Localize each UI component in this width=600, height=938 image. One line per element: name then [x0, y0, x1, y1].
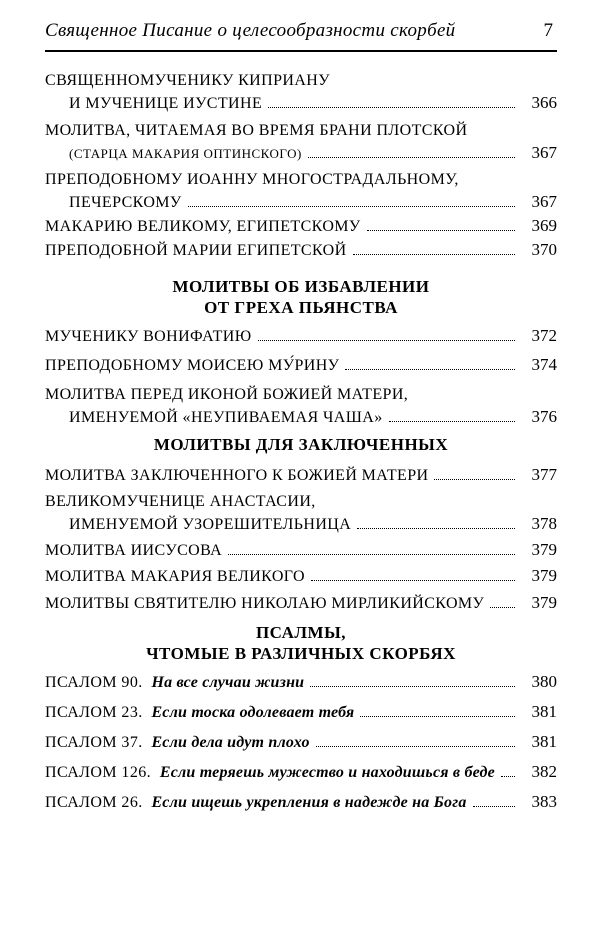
- toc-page-number: 379: [531, 540, 557, 559]
- toc-entry-title: И МУЧЕНИЦЕ ИУСТИНЕ: [69, 95, 263, 112]
- leader-dots: [308, 157, 515, 158]
- header-rule: [45, 50, 557, 52]
- psalm-label: [45, 793, 467, 813]
- toc-entry-row: [45, 407, 557, 429]
- toc-entry-row: [45, 762, 557, 784]
- psalm-number: ПСАЛОМ 126.: [45, 764, 152, 781]
- leader-dots: [389, 421, 515, 422]
- leader-dots: [345, 369, 515, 370]
- toc-page-number: 374: [531, 355, 557, 374]
- toc-entry: [45, 465, 557, 487]
- toc-page-number: 381: [531, 732, 557, 751]
- toc-entry-title: МОЛИТВЫ СВЯТИТЕЛЮ НИКОЛАЮ МИРЛИКИЙСКОМУ: [45, 595, 485, 612]
- toc-page-number: 379: [531, 593, 557, 612]
- leader-dots: [268, 107, 515, 108]
- toc-page-number: 366: [531, 93, 557, 112]
- toc-entry-line: ВЕЛИКОМУЧЕНИЦЕ АНАСТАСИИ,: [45, 493, 316, 510]
- toc-page-number: 370: [531, 240, 557, 259]
- toc-entry-title: ПЕЧЕРСКОМУ: [69, 194, 182, 211]
- leader-dots: [367, 230, 515, 231]
- toc-entry: [45, 170, 557, 214]
- toc-page-number: 376: [531, 407, 557, 426]
- toc-entry-row: [45, 93, 557, 115]
- running-header: [45, 18, 557, 46]
- toc-page-number: 380: [531, 672, 557, 691]
- toc-entry-row: [45, 514, 557, 536]
- toc-entry-title: МОЛИТВА ИИСУСОВА: [45, 542, 223, 559]
- toc-entry-row: [45, 792, 557, 814]
- toc-entry: [45, 385, 557, 429]
- psalm-entry: [45, 672, 557, 694]
- leader-dots: [228, 554, 515, 555]
- section-heading-line: ПСАЛМЫ,: [255, 623, 347, 642]
- psalm-label: [45, 733, 310, 753]
- toc-entry: [45, 566, 557, 588]
- psalm-title: На все случаи жизни: [151, 674, 305, 691]
- leader-dots: [311, 580, 515, 581]
- leader-dots: [310, 686, 515, 687]
- toc-entry-line: ПРЕПОДОБНОМУ ИОАННУ МНОГОСТРАДАЛЬНОМУ,: [45, 171, 459, 188]
- psalm-title: Если тоска одолевает тебя: [151, 704, 355, 721]
- toc-entry-title: МОЛИТВА ЗАКЛЮЧЕННОГО К БОЖИЕЙ МАТЕРИ: [45, 467, 429, 484]
- psalm-number: ПСАЛОМ 26.: [45, 794, 143, 811]
- psalm-title: Если ищешь укрепления в надежде на Бога: [151, 794, 467, 811]
- toc-entry-row: [45, 732, 557, 754]
- toc-entry-title: МУЧЕНИКУ ВОНИФАТИЮ: [45, 328, 252, 345]
- section-heading-line: ЧТОМЫЕ В РАЗЛИЧНЫХ СКОРБЯХ: [146, 644, 456, 663]
- section-heading: [45, 622, 557, 664]
- section-heading-line: ОТ ГРЕХА ПЬЯНСТВА: [204, 298, 398, 317]
- toc-page-number: 369: [531, 216, 557, 235]
- toc-entry-row: [45, 240, 557, 262]
- psalm-number: ПСАЛОМ 90.: [45, 674, 143, 691]
- toc-entry: [45, 240, 557, 262]
- psalm-label: [45, 763, 495, 783]
- psalm-entry: [45, 792, 557, 814]
- toc-page-number: 379: [531, 566, 557, 585]
- psalm-entry: [45, 762, 557, 784]
- toc-entry-line: СВЯЩЕННОМУЧЕНИКУ КИПРИАНУ: [45, 72, 330, 89]
- toc-entry-row: [45, 192, 557, 214]
- psalm-title: Если теряешь мужество и находишься в беде: [159, 764, 495, 781]
- toc-page-number: 382: [531, 762, 557, 781]
- leader-dots: [188, 206, 515, 207]
- toc-entry-row: [45, 702, 557, 724]
- psalm-title: Если дела идут плохо: [151, 734, 310, 751]
- toc-page-number: 367: [531, 192, 557, 211]
- toc-entry-row: [45, 593, 557, 615]
- toc-entry: [45, 355, 557, 377]
- toc-entry-row: [45, 216, 557, 238]
- toc-entry: [45, 593, 557, 615]
- toc-page-number: 372: [531, 326, 557, 345]
- toc-entry-row: [45, 672, 557, 694]
- toc-entry-row: [45, 355, 557, 377]
- leader-dots: [258, 340, 515, 341]
- toc-entry-row: [45, 465, 557, 487]
- psalm-number: ПСАЛОМ 23.: [45, 704, 143, 721]
- leader-dots: [353, 254, 515, 255]
- leader-dots: [316, 746, 515, 747]
- section-heading-line: МОЛИТВЫ ДЛЯ ЗАКЛЮЧЕННЫХ: [153, 435, 449, 454]
- leader-dots: [473, 806, 515, 807]
- toc-page-number: 381: [531, 702, 557, 721]
- toc-entry-title: ПРЕПОДОБНОЙ МАРИИ ЕГИПЕТСКОЙ: [45, 242, 347, 259]
- leader-dots: [490, 607, 515, 608]
- toc-entry-title: ИМЕНУЕМОЙ «НЕУПИВАЕМАЯ ЧАША»: [69, 409, 383, 426]
- psalm-number: ПСАЛОМ 37.: [45, 734, 143, 751]
- toc-entry-row: [45, 326, 557, 348]
- toc-entry: [45, 540, 557, 562]
- toc-page-number: 383: [531, 792, 557, 811]
- toc-entry-title: МАКАРИЮ ВЕЛИКОМУ, ЕГИПЕТСКОМУ: [45, 218, 361, 235]
- section-heading: [45, 434, 557, 455]
- toc-entry-row: [45, 540, 557, 562]
- toc-entry-row: [45, 566, 557, 588]
- section-heading: [45, 276, 557, 318]
- toc-entry-line: МОЛИТВА, ЧИТАЕМАЯ ВО ВРЕМЯ БРАНИ ПЛОТСКОЙ: [45, 122, 468, 139]
- toc-entry-title: (СТАРЦА МАКАРИЯ ОПТИНСКОГО): [69, 146, 302, 161]
- toc-entry: [45, 216, 557, 238]
- leader-dots: [360, 716, 515, 717]
- toc-entry-title: ПРЕПОДОБНОМУ МОИСЕЮ МУ́РИНУ: [45, 357, 340, 374]
- psalm-entry: [45, 732, 557, 754]
- toc-entry: [45, 71, 557, 115]
- running-title: Священное Писание о целесообразности скорбей: [45, 20, 456, 41]
- toc-entry-row: [45, 143, 557, 165]
- psalm-label: [45, 673, 304, 693]
- leader-dots: [434, 479, 515, 480]
- psalm-label: [45, 703, 354, 723]
- toc-entry: [45, 492, 557, 536]
- toc-entry-title: МОЛИТВА МАКАРИЯ ВЕЛИКОГО: [45, 568, 305, 585]
- leader-dots: [501, 776, 515, 777]
- toc-entry-title: ИМЕНУЕМОЙ УЗОРЕШИТЕЛЬНИЦА: [69, 516, 352, 533]
- psalm-entry: [45, 702, 557, 724]
- toc-entry: [45, 121, 557, 165]
- toc-page-number: 367: [531, 143, 557, 162]
- toc-page-number: 378: [531, 514, 557, 533]
- leader-dots: [357, 528, 515, 529]
- section-heading-line: МОЛИТВЫ ОБ ИЗБАВЛЕНИИ: [172, 277, 430, 296]
- toc-entry: [45, 326, 557, 348]
- page-number: 7: [543, 20, 553, 41]
- toc-page-number: 377: [531, 465, 557, 484]
- toc-entry-line: МОЛИТВА ПЕРЕД ИКОНОЙ БОЖИЕЙ МАТЕРИ,: [45, 386, 409, 403]
